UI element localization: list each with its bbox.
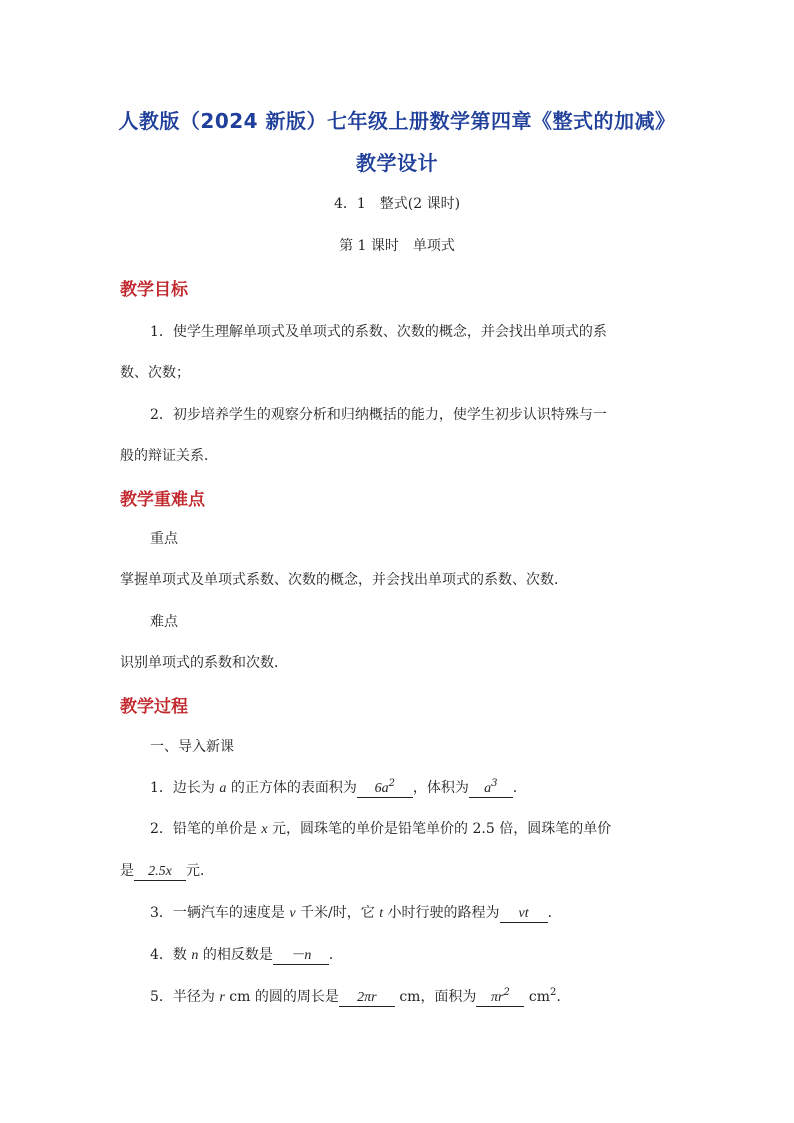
q4-var: n <box>191 948 199 963</box>
q2-answer: 2.5x <box>148 864 172 879</box>
q2-text-d: 元． <box>186 863 214 879</box>
q5-answer-blank-2 <box>476 989 524 1007</box>
document-title-line1: 人教版（2024 新版）七年级上册数学第四章《整式的加减》 <box>118 109 676 133</box>
q5-unit-3-exp: 2 <box>550 987 557 998</box>
q2-text-b: 元，圆珠笔的单价是铅笔单价的 2.5 倍，圆珠笔的单价 <box>272 821 612 837</box>
q1-answer-1-exp: 2 <box>388 778 396 789</box>
q4-answer: －n <box>290 948 312 963</box>
q5-unit-3: cm <box>528 989 551 1005</box>
q3-answer: vt <box>518 906 529 921</box>
q5-answer-2-exp: 2 <box>503 987 510 998</box>
q1-answer-2: a <box>484 781 492 796</box>
objective-2-line2: 般的辩证关系． <box>120 448 218 464</box>
difficulty-text: 识别单项式的系数和次数． <box>120 655 288 671</box>
q3-text-d: ． <box>547 905 562 921</box>
lesson-subtitle: 第 1 课时 单项式 <box>339 238 455 254</box>
question-4 <box>150 944 343 965</box>
q5-unit-2: cm <box>399 989 421 1005</box>
q1-text-b: 的正方体的表面积为 <box>230 780 357 796</box>
q2-text-a: 2．铅笔的单价是 <box>150 821 257 837</box>
objectives-heading: 教学目标 <box>120 280 188 300</box>
q1-text-c: ，体积为 <box>412 780 469 796</box>
q3-text-c: 小时行驶的路程为 <box>387 905 500 921</box>
focus-label: 重点 <box>150 531 178 547</box>
question-2-line2 <box>120 860 214 881</box>
q1-text-a: 1．边长为 <box>150 780 215 796</box>
q5-answer-1: 2πr <box>357 990 377 1005</box>
q5-answer-2: πr <box>491 990 504 1005</box>
q4-text-b: 的相反数是 <box>202 947 273 963</box>
q3-answer-blank <box>500 905 548 923</box>
part1-heading: 一、导入新课 <box>150 739 234 755</box>
q1-answer-2-exp: 3 <box>491 778 498 789</box>
q5-text-c: ，面积为 <box>420 989 477 1005</box>
q5-text-b: 的圆的周长是 <box>254 989 339 1005</box>
objective-2-line1: 2．初步培养学生的观察分析和归纳概括的能力，使学生初步认识特殊与一 <box>150 407 607 423</box>
question-3 <box>150 902 562 923</box>
q5-text-d: . <box>556 989 561 1005</box>
q2-answer-blank <box>134 863 186 881</box>
q1-answer-1: 6a <box>374 781 389 796</box>
q1-text-d: ． <box>512 780 527 796</box>
q1-answer-blank-2 <box>469 780 513 798</box>
q1-var: a <box>219 781 227 796</box>
q3-var-v: v <box>289 906 296 921</box>
q4-text-c: ． <box>328 947 343 963</box>
q4-answer-blank <box>273 947 329 965</box>
section-subtitle: 4．1 整式(2 课时) <box>333 196 461 212</box>
q3-var-t: t <box>379 906 384 921</box>
question-5 <box>150 986 561 1007</box>
q5-text-a: 5．半径为 <box>150 989 215 1005</box>
q2-var: x <box>261 822 268 837</box>
q5-answer-blank-1 <box>339 989 395 1007</box>
document-title-line2: 教学设计 <box>356 151 438 175</box>
objective-1-line1: 1．使学生理解单项式及单项式的系数、次数的概念，并会找出单项式的系 <box>150 324 607 340</box>
key-points-heading: 教学重难点 <box>120 490 205 510</box>
q1-answer-blank-1 <box>357 780 413 798</box>
process-heading: 教学过程 <box>120 697 188 717</box>
objective-1-line2: 数、次数； <box>120 365 190 381</box>
q2-text-c: 是 <box>120 863 134 879</box>
difficulty-label: 难点 <box>150 614 178 630</box>
q4-text-a: 4．数 <box>150 947 187 963</box>
question-1 <box>150 777 527 798</box>
focus-text: 掌握单项式及单项式系数、次数的概念，并会找出单项式的系数、次数． <box>120 572 568 588</box>
q5-var: r <box>219 990 225 1005</box>
q5-unit-1: cm <box>229 989 251 1005</box>
q3-text-a: 3．一辆汽车的速度是 <box>150 905 285 921</box>
q3-text-b: 千米/时，它 <box>300 905 375 921</box>
question-2-line1 <box>150 818 611 838</box>
